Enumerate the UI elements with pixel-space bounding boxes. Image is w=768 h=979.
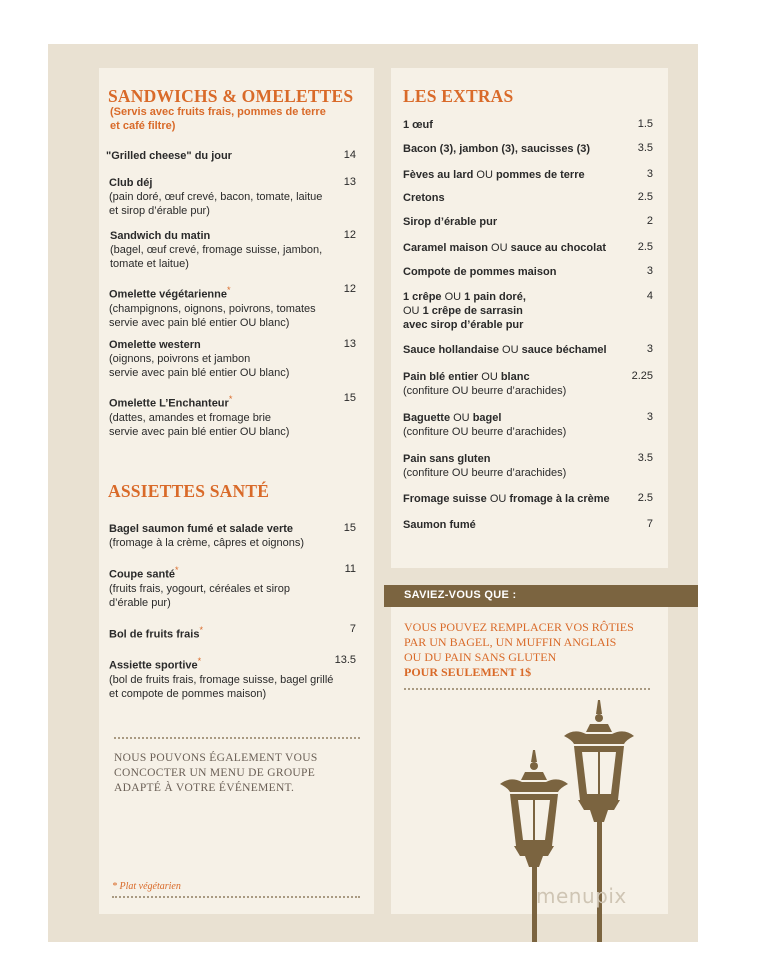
extras-item-name: Caramel maison xyxy=(403,242,488,254)
menu-item xyxy=(109,522,304,550)
item-desc: (fruits frais, yogourt, céréales et sirop xyxy=(109,582,290,595)
extras-item-name-alt: bagel xyxy=(472,412,502,424)
item-name: Omelette végétarienne xyxy=(109,288,227,301)
item-desc: et sirop d’érable pur) xyxy=(109,205,210,217)
extras-item xyxy=(403,518,476,532)
extras-item-price: 2 xyxy=(646,215,653,227)
item-desc: (fromage à la crème, câpres et oignons) xyxy=(109,537,305,549)
extras-item-name: Compote de pommes maison xyxy=(403,266,557,278)
extras-item-name: Sirop d’érable pur xyxy=(403,216,498,228)
saviez-line-4: POUR SEULEMENT 1$ xyxy=(404,665,532,679)
sandwichs-subtitle-line-2: et café filtre) xyxy=(110,120,176,132)
item-name: Assiette sportive xyxy=(109,659,198,672)
extras-item-name-alt: sauce au chocolat xyxy=(510,242,606,254)
extras-item-name: Fèves au lard xyxy=(403,169,474,181)
item-price: 12 xyxy=(343,229,356,241)
extras-item-price: 4 xyxy=(646,290,653,302)
extras-item-price: 3 xyxy=(646,343,653,355)
saviez-label: SAVIEZ-VOUS QUE : xyxy=(404,589,517,601)
extras-item-name-alt: blanc xyxy=(500,371,530,383)
item-name: Club déj xyxy=(109,177,153,189)
item-price: 13.5 xyxy=(334,654,356,666)
group-note-line-2: CONCOCTER UN MENU DE GROUPE xyxy=(114,767,316,779)
divider xyxy=(114,737,360,739)
item-name: "Grilled cheese" du jour xyxy=(106,150,232,162)
menu-item xyxy=(106,149,232,163)
group-note xyxy=(114,751,318,796)
item-price: 15 xyxy=(343,392,356,404)
extras-item-desc: (confiture OU beurre d’arachides) xyxy=(403,467,567,479)
item-price: 13 xyxy=(343,338,356,350)
extras-item xyxy=(403,411,566,439)
item-name: Coupe santé xyxy=(109,568,176,581)
group-note-line-3: ADAPTÉ À VOTRE ÉVÉNEMENT. xyxy=(114,782,295,794)
extras-item-name-alt: fromage à la crème xyxy=(509,493,610,505)
item-price: 12 xyxy=(343,283,356,295)
extras-item-price: 3 xyxy=(646,168,653,180)
extras-item-desc: (confiture OU beurre d’arachides) xyxy=(403,426,567,438)
item-desc: servie avec pain blé entier OU blanc) xyxy=(109,316,290,329)
extras-item-or: OU xyxy=(403,305,423,317)
item-name: Bagel saumon fumé et salade verte xyxy=(109,523,294,535)
extras-item xyxy=(403,290,526,332)
extras-item-name: Pain sans gluten xyxy=(403,453,491,465)
saviez-line-3: OU DU PAIN SANS GLUTEN xyxy=(404,650,557,664)
menu-item xyxy=(109,654,333,701)
lamp-left xyxy=(500,750,568,942)
extras-item-name-alt: 1 crêpe de sarrasin xyxy=(422,305,523,317)
extras-item xyxy=(403,215,497,229)
extras-item-desc: (confiture OU beurre d’arachides) xyxy=(403,385,567,397)
extras-item-name: 1 crêpe xyxy=(403,291,442,303)
extras-item-name-alt: sauce béchamel xyxy=(521,344,607,356)
vegetarian-asterisk: * xyxy=(197,656,202,666)
extras-item-name-alt: 1 pain doré, xyxy=(464,291,526,303)
extras-item-name: Cretons xyxy=(403,192,445,204)
item-desc: servie avec pain blé entier OU blanc) xyxy=(109,367,290,379)
menu-item xyxy=(109,283,316,330)
extras-item xyxy=(403,370,566,398)
item-desc: (pain doré, œuf crevé, bacon, tomate, laitue xyxy=(109,191,323,203)
extras-item-price: 3.5 xyxy=(637,142,653,154)
menu-item xyxy=(109,338,289,380)
item-price: 13 xyxy=(343,176,356,188)
item-price: 11 xyxy=(344,563,356,575)
divider xyxy=(404,688,650,690)
watermark: menupix xyxy=(536,884,627,908)
extras-item-or: OU xyxy=(441,291,465,303)
item-desc: (oignons, poivrons et jambon xyxy=(109,353,251,365)
extras-item xyxy=(403,168,585,182)
extras-item-name: Fromage suisse xyxy=(403,493,487,505)
item-name: Sandwich du matin xyxy=(110,230,211,242)
extras-item-name: Pain blé entier xyxy=(403,371,479,383)
extras-item-price: 2.25 xyxy=(631,370,653,382)
item-name: Omelette L’Enchanteur xyxy=(109,397,229,410)
extras-title: LES EXTRAS xyxy=(403,86,514,106)
sandwichs-subtitle-line-1: (Servis avec fruits frais, pommes de terre xyxy=(110,106,326,118)
extras-item-price: 3 xyxy=(646,411,653,423)
extras-item xyxy=(403,265,556,279)
extras-item-name: Sauce hollandaise xyxy=(403,344,499,356)
group-note-line-1: NOUS POUVONS ÉGALEMENT VOUS xyxy=(114,752,318,764)
saviez-line-1: VOUS POUVEZ REMPLACER VOS RÔTIES xyxy=(404,620,634,634)
menu-item xyxy=(109,623,203,642)
extras-item-name: 1 œuf xyxy=(403,119,433,131)
menu-item xyxy=(110,229,322,271)
extras-item-name: Bacon (3), jambon (3), saucisses (3) xyxy=(403,143,591,155)
extras-item-price: 2.5 xyxy=(637,241,653,253)
extras-item-or: OU xyxy=(486,493,510,505)
extras-item-price: 2.5 xyxy=(637,191,653,203)
extras-item xyxy=(403,191,445,205)
extras-item-or: OU xyxy=(478,371,501,383)
extras-item xyxy=(403,118,433,132)
extras-item-or: OU xyxy=(473,169,496,181)
divider xyxy=(112,896,360,898)
item-desc: (champignons, oignons, poivrons, tomates xyxy=(109,302,316,315)
item-price: 7 xyxy=(349,623,356,635)
vegetarian-asterisk: * xyxy=(199,625,204,635)
vegetarian-note: * Plat végétarien xyxy=(112,881,181,892)
item-desc: et compote de pommes maison) xyxy=(109,687,267,700)
menu-item xyxy=(109,392,289,439)
item-desc: servie avec pain blé entier OU blanc) xyxy=(109,425,290,438)
menu-item xyxy=(109,176,322,218)
extras-item-name: Saumon fumé xyxy=(403,519,476,531)
vegetarian-asterisk: * xyxy=(228,394,233,404)
extras-item-or: OU xyxy=(450,412,473,424)
extras-item xyxy=(403,142,590,156)
extras-item-name-alt: pommes de terre xyxy=(495,169,585,181)
extras-item-price: 7 xyxy=(646,518,653,530)
item-desc: (bol de fruits frais, fromage suisse, bagel grillé xyxy=(109,673,334,686)
extras-item-or: OU xyxy=(487,242,511,254)
item-name: Bol de fruits frais xyxy=(109,628,200,641)
item-price: 15 xyxy=(343,522,356,534)
extras-item xyxy=(403,452,566,480)
vegetarian-asterisk: * xyxy=(227,285,231,295)
extras-item-price: 3.5 xyxy=(637,452,653,464)
sante-title: ASSIETTES SANTÉ xyxy=(108,481,270,501)
extras-item-price: 3 xyxy=(646,265,653,277)
item-desc: tomate et laitue) xyxy=(110,258,189,270)
menu-item xyxy=(109,563,290,610)
saviez-banner xyxy=(384,585,698,607)
item-desc: (dattes, amandes et fromage brie xyxy=(109,411,272,424)
extras-item-price: 2.5 xyxy=(637,492,653,504)
item-name: Omelette western xyxy=(109,339,201,351)
saviez-text xyxy=(404,620,634,680)
sandwichs-title: SANDWICHS & OMELETTES xyxy=(108,86,354,106)
extras-item-or: OU xyxy=(498,344,522,356)
extras-item-price: 1.5 xyxy=(637,118,653,130)
vegetarian-asterisk: * xyxy=(175,565,179,575)
extras-item xyxy=(403,241,606,255)
extras-item xyxy=(403,343,607,357)
item-desc: (bagel, œuf crevé, fromage suisse, jambon, xyxy=(110,244,323,256)
sandwichs-subtitle xyxy=(110,105,326,133)
extras-item xyxy=(403,492,610,506)
extras-item-name: Baguette xyxy=(403,412,451,424)
extras-item-name-cont: avec sirop d’érable pur xyxy=(403,319,524,331)
item-desc: d’érable pur) xyxy=(109,596,171,609)
saviez-line-2: PAR UN BAGEL, UN MUFFIN ANGLAIS xyxy=(404,635,617,649)
item-price: 14 xyxy=(343,149,356,161)
